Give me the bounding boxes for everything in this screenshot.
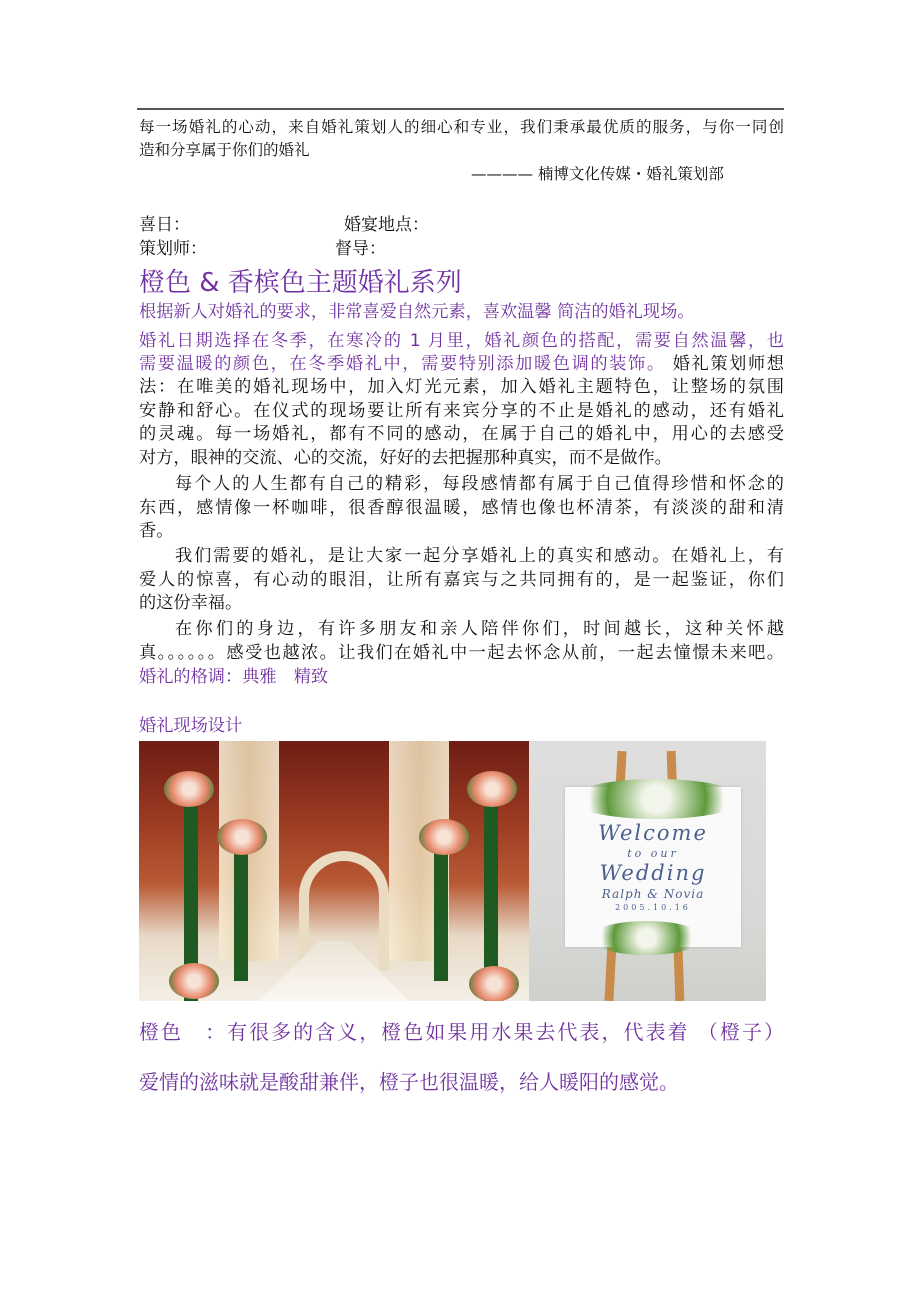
header-rule bbox=[137, 108, 784, 110]
body-line: 对方，眼神的交流、心的交流，好好的去把握那种真实，而不是做作。 bbox=[139, 448, 672, 468]
flower-stand bbox=[434, 841, 448, 981]
body-line: 爱人的惊喜，有心动的眼泪，让所有嘉宾与之共同拥有的，是一起鉴证，你们 bbox=[139, 570, 784, 590]
flower-stand bbox=[234, 841, 248, 981]
bouquet bbox=[164, 771, 214, 807]
sign-flowers-top bbox=[569, 779, 744, 819]
bouquet bbox=[217, 819, 267, 855]
body-line: 香。 bbox=[139, 521, 174, 541]
bouquet bbox=[419, 819, 469, 855]
sign-to-our: to our bbox=[627, 847, 679, 860]
body-line: 我们需要的婚礼，是让大家一起分享婚礼上的真实和感动。在婚礼上，有 bbox=[175, 546, 784, 566]
bouquet bbox=[469, 966, 519, 1001]
planner-label: 策划师： bbox=[139, 239, 207, 259]
section-title: 婚礼现场设计 bbox=[139, 716, 243, 736]
body-line-black: 婚礼策划师想 bbox=[672, 354, 784, 374]
signature: ———— 楠博文化传媒・婚礼策划部 bbox=[471, 165, 724, 183]
body-line bbox=[139, 353, 784, 376]
venue-label: 婚宴地点： bbox=[344, 215, 429, 235]
bouquet bbox=[467, 771, 517, 807]
footer-line-2: 爱情的滋味就是酸甜兼伴，橙子也很温暖，给人暖阳的感觉。 bbox=[139, 1070, 679, 1094]
body-line: 的灵魂。每一场婚礼，都有不同的感动，在属于自己的婚礼中，用心的去感受 bbox=[139, 424, 784, 444]
intro-line-1: 每一场婚礼的心动，来自婚礼策划人的细心和专业，我们秉承最优质的服务，与你一同创 bbox=[139, 118, 784, 136]
body-line: 安静和舒心。在仪式的现场要让所有来宾分享的不止是婚礼的感动，还有婚礼 bbox=[139, 401, 784, 421]
page-title: 橙色 & 香槟色主题婚礼系列 bbox=[139, 268, 462, 298]
welcome-sign-photo bbox=[529, 741, 766, 1001]
body-line: 真。。。。。。感受也越浓。让我们在婚礼中一起去怀念从前，一起去憧憬未来吧。 bbox=[139, 643, 784, 663]
intro-line-2: 造和分享属于你们的婚礼 bbox=[139, 141, 310, 159]
body-line: 法：在唯美的婚礼现场中，加入灯光元素，加入婚礼主题特色，让整场的氛围 bbox=[139, 377, 784, 397]
body-line: 在你们的身边，有许多朋友和亲人陪伴你们，时间越长，这种关怀越 bbox=[175, 619, 784, 639]
wedding-style-line: 婚礼的格调：典雅 精致 bbox=[139, 667, 329, 687]
body-line: 东西，感情像一杯咖啡，很香醇很温暖，感情也像也杯清茶，有淡淡的甜和清 bbox=[139, 498, 784, 518]
wedding-day-label: 喜日： bbox=[139, 215, 190, 235]
body-line: 婚礼日期选择在冬季，在寒冷的 1 月里，婚礼颜色的搭配，需要自然温馨，也 bbox=[139, 331, 784, 351]
sign-wedding: Wedding bbox=[599, 861, 707, 885]
footer-line-1: 橙色 ：有很多的含义，橙色如果用水果去代表，代表着 （橙子） bbox=[139, 1020, 784, 1044]
sign-welcome: Welcome bbox=[598, 821, 708, 845]
sign-flowers-bottom bbox=[589, 921, 704, 955]
body-line: 根据新人对婚礼的要求，非常喜爱自然元素，喜欢温馨 简洁的婚礼现场。 bbox=[139, 302, 695, 322]
sign-names: Ralph & Novia bbox=[601, 887, 705, 901]
body-line: 每个人的人生都有自己的精彩，每段感情都有属于自己值得珍惜和怀念的 bbox=[175, 474, 784, 494]
sign-date: 2005.10.16 bbox=[615, 903, 691, 912]
supervisor-label: 督导： bbox=[335, 239, 386, 259]
body-line-purple: 需要温暖的颜色，在冬季婚礼中，需要特别添加暖色调的装饰。 bbox=[139, 354, 666, 374]
venue-aisle-photo bbox=[139, 741, 529, 1001]
body-line: 的这份幸福。 bbox=[139, 593, 243, 613]
bouquet bbox=[169, 963, 219, 999]
